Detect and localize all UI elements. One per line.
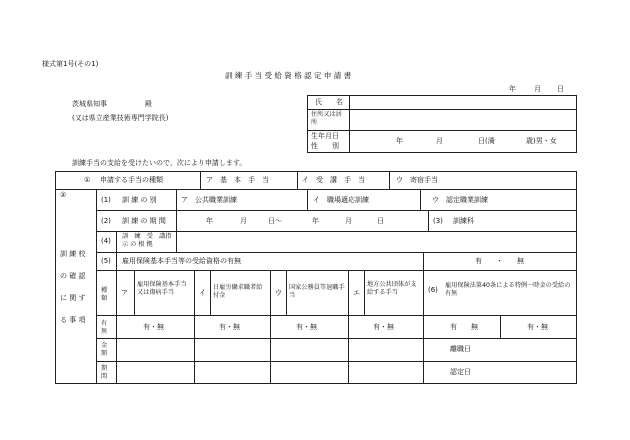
- umu-e[interactable]: 有・無: [373, 323, 394, 331]
- address-label: 住所又は居 所: [311, 111, 349, 127]
- date-year: 年: [509, 85, 516, 93]
- mark-i: イ: [199, 289, 206, 297]
- r4-label: 訓 練 受 講指 示 の 根 拠: [122, 233, 172, 249]
- intro-text: 訓練手当の支給を受けたいので、次により申請します。: [72, 159, 247, 167]
- section2-num: ②: [60, 191, 67, 199]
- addressee: 茨城県知事: [72, 100, 107, 108]
- type-label: 種類: [101, 287, 108, 303]
- umu-6a[interactable]: 有 無: [450, 323, 478, 331]
- r5-value[interactable]: 有 ・ 無: [475, 257, 524, 265]
- r5-label: 雇用保険基本手当等の受給資格の有無: [122, 257, 241, 265]
- honorific: 殿: [145, 100, 152, 108]
- dob-month: 月: [436, 137, 443, 145]
- section2-title-3: に 関 す: [60, 294, 86, 302]
- type-i: 日雇労働求職者給付金: [213, 284, 263, 300]
- mark-e: エ: [353, 289, 360, 297]
- r3-num: (3): [433, 217, 443, 225]
- umu-6b[interactable]: 有・無: [527, 323, 548, 331]
- name-label: 氏 名: [315, 98, 343, 106]
- section2-title-4: る 事 項: [60, 316, 86, 324]
- kikan-label: 期間: [101, 365, 108, 381]
- type-6: 雇用保険法第40条による特例一時金の受給の有無: [445, 282, 571, 298]
- date-day: 日: [557, 85, 564, 93]
- type-a: 雇用保険基本手当又は傷病手当: [137, 281, 187, 297]
- dob-year: 年: [396, 137, 403, 145]
- r3-label: 訓練科: [453, 217, 474, 225]
- period-y2: 年: [312, 217, 319, 225]
- umu-a[interactable]: 有・無: [143, 323, 164, 331]
- section2-title-1: 訓 練 校: [60, 250, 86, 258]
- num-6: (6): [428, 286, 438, 294]
- option-kishuku-teate[interactable]: ウ 寄宿手当: [396, 176, 438, 184]
- r1-num: (1): [101, 196, 111, 204]
- rishoku-label: 離職日: [450, 345, 471, 353]
- name-field[interactable]: [350, 96, 576, 109]
- section2-title-2: の 確 認: [60, 272, 86, 280]
- option-juko-teate[interactable]: イ 受 講 手 当: [302, 176, 365, 184]
- kingaku-label: 金額: [101, 342, 108, 358]
- option-shokuba-kunren[interactable]: イ 職場適応訓練: [313, 196, 369, 204]
- form-id: 様式第1号(その1): [42, 60, 99, 68]
- mark-u: ウ: [275, 289, 282, 297]
- umu-u[interactable]: 有・無: [296, 323, 317, 331]
- sex-label: 性 別: [311, 142, 339, 150]
- address-field[interactable]: [350, 110, 576, 130]
- r2-num: (2): [101, 217, 111, 225]
- type-u: 国家公務員等退職手当: [289, 284, 345, 300]
- option-nintei-kunren[interactable]: ウ 認定職業訓練: [432, 196, 488, 204]
- option-kokyo-kunren[interactable]: ア 公共職業訓練: [181, 196, 237, 204]
- date-month: 月: [534, 85, 541, 93]
- r4-field[interactable]: [177, 232, 576, 252]
- period-d2: 日: [377, 217, 384, 225]
- dob-label: 生年月日: [311, 132, 339, 140]
- r4-num: (4): [101, 237, 111, 245]
- period-m1: 月: [240, 217, 247, 225]
- dob-day: 日(満: [478, 137, 495, 145]
- type-e: 地方公共団体が支給する手当: [367, 281, 417, 297]
- option-kihon-teate[interactable]: ア 基 本 手 当: [206, 176, 269, 184]
- row1-num: ①: [84, 176, 91, 184]
- nintei-label: 認定日: [450, 368, 471, 376]
- addressee-alt: (又は県立産業技術専門学院長): [72, 114, 169, 122]
- r2-label: 訓 練 の 期 間: [122, 217, 166, 225]
- period-m2: 月: [345, 217, 352, 225]
- form-title: 訓 練 手 当 受 給 資 格 認 定 申 請 書: [225, 71, 352, 80]
- r1-label: 訓 練 の 別: [122, 196, 157, 204]
- umu-i[interactable]: 有・無: [219, 323, 240, 331]
- mark-a: ア: [121, 289, 128, 297]
- dob-age: 歳)男・女: [526, 137, 557, 145]
- r5-num: (5): [101, 257, 111, 265]
- row1-label: 申請する手当の種類: [100, 176, 163, 184]
- umu-label: 有無: [101, 320, 108, 336]
- period-d1: 日〜: [268, 217, 282, 225]
- period-y1: 年: [206, 217, 213, 225]
